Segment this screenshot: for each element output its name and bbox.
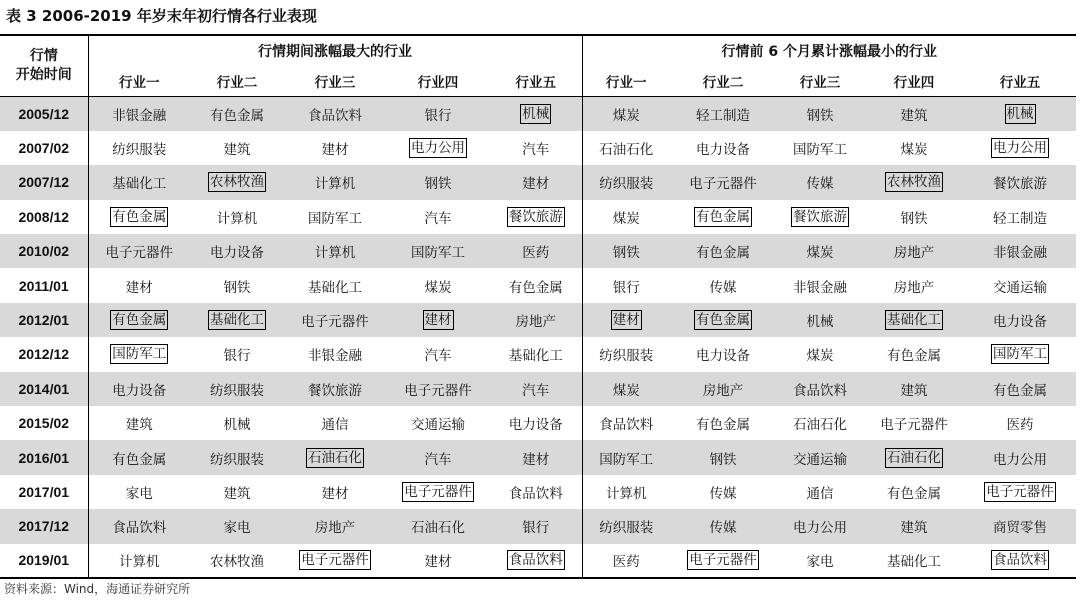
industry-cell: 银行 [386, 97, 490, 131]
industry-cell: 汽车 [490, 372, 582, 406]
industry-cell [964, 544, 1076, 578]
group-header-max-gain: 行情期间涨幅最大的行业 [88, 35, 582, 65]
industry-cell [88, 303, 190, 337]
table-title: 表 3 2006-2019 年岁末年初行情各行业表现 [6, 7, 317, 25]
boxed-industry-label: 国防军工 [993, 346, 1048, 363]
industry-cell: 电力设备 [88, 372, 190, 406]
industry-cell: 建材 [490, 165, 582, 199]
industry-cell: 纺织服装 [190, 372, 284, 406]
boxed-industry-label: 电力公用 [411, 140, 465, 157]
boxed-industry-label: 有色金属 [112, 312, 167, 329]
boxed-industry-label: 石油石化 [887, 449, 941, 466]
industry-cell: 食品饮料 [599, 417, 654, 434]
industry-cell: 家电 [776, 544, 864, 578]
boxed-industry-label: 餐饮旅游 [508, 208, 563, 225]
row-date: 2016/01 [0, 440, 88, 474]
industry-cell: 钢铁 [386, 165, 490, 199]
row-date: 2005/12 [0, 97, 88, 131]
column-header: 行业一 [88, 65, 190, 97]
boxed-industry-label: 餐饮旅游 [793, 208, 847, 225]
industry-cell: 煤炭 [900, 142, 928, 159]
industry-cell: 基础化工 [864, 544, 964, 578]
column-header: 行业三 [776, 65, 864, 97]
industry-cell: 纺织服装 [582, 509, 670, 543]
industry-cell: 非银金融 [964, 234, 1076, 268]
industry-cell: 纺织服装 [112, 142, 167, 159]
table-row [0, 303, 1076, 337]
industry-cell: 电力设备 [696, 142, 750, 159]
boxed-industry-label: 电力公用 [993, 140, 1048, 157]
industry-cell: 煤炭 [806, 348, 834, 365]
industry-cell [964, 97, 1076, 131]
industry-cell: 计算机 [606, 485, 647, 502]
boxed-industry-label: 农林牧渔 [887, 174, 941, 191]
industry-cell: 电力公用 [964, 440, 1076, 474]
industry-cell: 建材 [386, 544, 490, 578]
industry-cell: 房地产 [864, 234, 964, 268]
table-row [0, 440, 1076, 474]
industry-cell: 食品饮料 [490, 475, 582, 509]
industry-cell: 计算机 [88, 544, 190, 578]
boxed-industry-label: 国防军工 [112, 346, 167, 363]
industry-cell [670, 200, 776, 234]
industry-cell [284, 440, 386, 474]
table-row [0, 544, 1076, 578]
boxed-industry-label: 电子元器件 [986, 483, 1054, 500]
table-row [0, 165, 1076, 199]
table-row [0, 475, 1076, 509]
industry-cell: 非银金融 [308, 348, 362, 365]
column-header: 行业五 [490, 65, 582, 97]
industry-cell: 煤炭 [612, 210, 640, 227]
industry-cell: 建筑 [864, 509, 964, 543]
industry-cell [582, 303, 670, 337]
industry-cell: 房地产 [490, 303, 582, 337]
table-row [0, 337, 1076, 371]
industry-cell: 交通运输 [993, 279, 1048, 296]
industry-cell: 建材 [125, 279, 153, 296]
industry-cell: 有色金属 [88, 440, 190, 474]
industry-cell: 钢铁 [900, 210, 928, 227]
row-date: 2019/01 [0, 544, 88, 578]
industry-cell: 电力设备 [490, 406, 582, 440]
column-header: 行业四 [864, 65, 964, 97]
industry-cell: 纺织服装 [582, 165, 670, 199]
source-note: 资料来源：Wind，海通证券研究所 [4, 582, 191, 596]
industry-cell: 汽车 [424, 348, 452, 365]
industry-cell: 食品饮料 [776, 372, 864, 406]
boxed-industry-label: 电子元器件 [301, 552, 369, 569]
industry-cell: 建筑 [223, 485, 251, 502]
industry-cell: 石油石化 [793, 417, 847, 434]
row-date: 2014/01 [0, 372, 88, 406]
industry-cell [190, 303, 284, 337]
industry-cell: 房地产 [670, 372, 776, 406]
industry-cell: 机械 [776, 303, 864, 337]
column-header: 行业二 [190, 65, 284, 97]
boxed-industry-label: 食品饮料 [508, 552, 563, 569]
table-row [0, 509, 1076, 543]
column-header: 行业一 [582, 65, 670, 97]
industry-cell: 医药 [582, 544, 670, 578]
industry-cell: 银行 [612, 279, 640, 296]
industry-cell: 通信 [321, 417, 349, 434]
industry-cell: 电力设备 [964, 303, 1076, 337]
industry-cell: 基础化工 [308, 279, 362, 296]
column-header: 行业四 [386, 65, 490, 97]
industry-cell: 房地产 [893, 279, 935, 296]
industry-cell: 电力设备 [190, 234, 284, 268]
row-date: 2012/12 [0, 337, 88, 371]
industry-cell [964, 337, 1076, 371]
industry-cell: 煤炭 [582, 97, 670, 131]
industry-cell: 纺织服装 [599, 348, 654, 365]
industry-cell: 餐饮旅游 [964, 165, 1076, 199]
industry-cell: 通信 [806, 485, 834, 502]
industry-cell: 家电 [125, 485, 153, 502]
industry-cell [88, 337, 190, 371]
industry-cell [386, 131, 490, 165]
industry-cell: 非银金融 [793, 279, 847, 296]
industry-cell: 电子元器件 [670, 165, 776, 199]
industry-cell [386, 303, 490, 337]
table-row [0, 268, 1076, 302]
boxed-industry-label: 机械 [1006, 105, 1034, 122]
industry-cell [88, 200, 190, 234]
boxed-industry-label: 有色金属 [112, 208, 167, 225]
boxed-industry-label: 有色金属 [696, 312, 750, 329]
table-row [0, 131, 1076, 165]
boxed-industry-label: 基础化工 [887, 312, 941, 329]
industry-cell: 有色金属 [190, 97, 284, 131]
industry-cell: 汽车 [424, 210, 452, 227]
industry-cell: 传媒 [776, 165, 864, 199]
industry-cell: 轻工制造 [993, 210, 1048, 227]
industry-cell: 餐饮旅游 [284, 372, 386, 406]
industry-cell: 食品饮料 [284, 97, 386, 131]
boxed-industry-label: 农林牧渔 [210, 174, 264, 191]
row-date: 2007/12 [0, 165, 88, 199]
industry-cell [670, 303, 776, 337]
industry-cell [670, 544, 776, 578]
boxed-industry-label: 有色金属 [696, 208, 750, 225]
industry-cell: 电子元器件 [88, 234, 190, 268]
industry-cell: 国防军工 [308, 210, 362, 227]
industry-cell: 有色金属 [887, 348, 941, 365]
industry-cell: 钢铁 [582, 234, 670, 268]
industry-cell [864, 440, 964, 474]
industry-cell [964, 131, 1076, 165]
industry-cell: 有色金属 [670, 234, 776, 268]
industry-cell [490, 97, 582, 131]
boxed-industry-label: 电子元器件 [689, 552, 757, 569]
row-date: 2017/01 [0, 475, 88, 509]
industry-cell: 国防军工 [386, 234, 490, 268]
industry-cell: 电子元器件 [880, 417, 948, 434]
industry-cell [864, 165, 964, 199]
table-row [0, 372, 1076, 406]
industry-cell: 医药 [490, 234, 582, 268]
row-date: 2012/01 [0, 303, 88, 337]
industry-cell [386, 475, 490, 509]
boxed-industry-label: 食品饮料 [993, 552, 1048, 569]
row-date: 2007/02 [0, 131, 88, 165]
industry-cell: 汽车 [490, 131, 582, 165]
industry-cell: 银行 [490, 509, 582, 543]
boxed-industry-label: 基础化工 [210, 312, 264, 329]
industry-cell: 建筑 [864, 372, 964, 406]
table-row [0, 406, 1076, 440]
industry-cell: 机械 [223, 417, 251, 434]
industry-cell: 计算机 [284, 165, 386, 199]
industry-cell: 有色金属 [964, 372, 1076, 406]
group-header-min-gain: 行情前 6 个月累计涨幅最小的行业 [582, 35, 1076, 65]
industry-cell: 计算机 [284, 234, 386, 268]
column-header: 行业五 [964, 65, 1076, 97]
industry-cell: 银行 [223, 348, 251, 365]
industry-cell: 建筑 [125, 417, 153, 434]
industry-cell: 汽车 [386, 440, 490, 474]
row-date: 2017/12 [0, 509, 88, 543]
industry-cell: 交通运输 [776, 440, 864, 474]
row-date: 2008/12 [0, 200, 88, 234]
industry-cell [490, 544, 582, 578]
industry-cell: 钢铁 [670, 440, 776, 474]
industry-cell [776, 200, 864, 234]
industry-cell: 有色金属 [490, 268, 582, 302]
industry-cell: 基础化工 [490, 337, 582, 371]
industry-cell: 轻工制造 [670, 97, 776, 131]
row-date: 2011/01 [0, 268, 88, 302]
industry-cell: 传媒 [709, 485, 737, 502]
date-column-header-line: 开始时间 [15, 67, 72, 83]
industry-cell: 电子元器件 [386, 372, 490, 406]
industry-cell: 农林牧渔 [190, 544, 284, 578]
industry-cell: 建材 [321, 485, 349, 502]
table-row [0, 234, 1076, 268]
industry-cell: 煤炭 [582, 372, 670, 406]
industry-cell: 煤炭 [424, 279, 452, 296]
industry-cell: 商贸零售 [964, 509, 1076, 543]
boxed-industry-label: 石油石化 [308, 449, 362, 466]
industry-cell: 电力公用 [776, 509, 864, 543]
industry-cell: 电子元器件 [284, 303, 386, 337]
table-row [0, 200, 1076, 234]
industry-cell: 传媒 [670, 509, 776, 543]
industry-cell: 钢铁 [776, 97, 864, 131]
industry-cell [190, 165, 284, 199]
industry-cell: 建材 [321, 142, 349, 159]
column-header: 行业二 [670, 65, 776, 97]
industry-cell: 家电 [190, 509, 284, 543]
industry-cell [490, 200, 582, 234]
industry-cell: 纺织服装 [190, 440, 284, 474]
industry-cell: 建材 [490, 440, 582, 474]
industry-cell: 非银金融 [88, 97, 190, 131]
boxed-industry-label: 建材 [612, 312, 640, 329]
industry-cell: 石油石化 [386, 509, 490, 543]
table-row [0, 97, 1076, 131]
industry-performance-table [0, 34, 1076, 579]
date-column-header-line: 行情 [29, 48, 58, 64]
column-header: 行业三 [284, 65, 386, 97]
row-date: 2015/02 [0, 406, 88, 440]
industry-cell: 房地产 [284, 509, 386, 543]
industry-cell: 有色金属 [887, 485, 941, 502]
industry-cell: 国防军工 [793, 142, 847, 159]
date-column-header [0, 35, 88, 97]
industry-cell: 煤炭 [776, 234, 864, 268]
industry-cell: 石油石化 [599, 142, 654, 159]
industry-cell [284, 544, 386, 578]
industry-cell [864, 303, 964, 337]
industry-cell [964, 475, 1076, 509]
industry-cell: 有色金属 [696, 417, 750, 434]
industry-cell: 基础化工 [88, 165, 190, 199]
boxed-industry-label: 电子元器件 [404, 483, 472, 500]
industry-cell: 国防军工 [582, 440, 670, 474]
industry-cell: 传媒 [709, 279, 737, 296]
industry-cell: 计算机 [216, 210, 258, 227]
industry-cell: 钢铁 [223, 279, 251, 296]
row-date: 2010/02 [0, 234, 88, 268]
industry-cell: 医药 [1006, 417, 1034, 434]
industry-cell: 电力设备 [696, 348, 750, 365]
industry-cell: 交通运输 [411, 417, 465, 434]
boxed-industry-label: 机械 [522, 105, 550, 122]
boxed-industry-label: 建材 [424, 312, 452, 329]
industry-cell: 建筑 [223, 142, 251, 159]
industry-cell: 建筑 [864, 97, 964, 131]
industry-cell: 食品饮料 [88, 509, 190, 543]
